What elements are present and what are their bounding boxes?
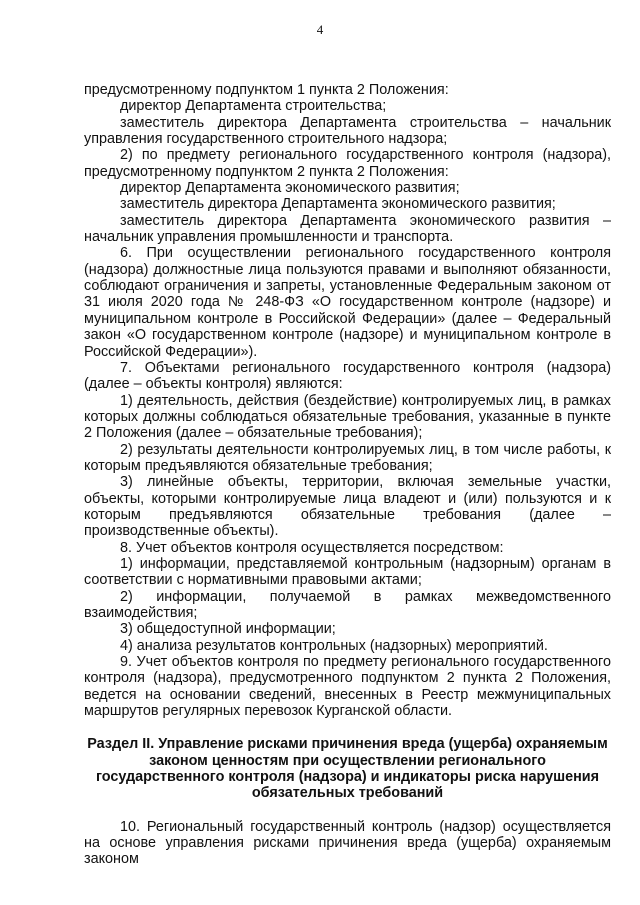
paragraph: 2) по предмету регионального государственного контроля (надзора), предусмотренному подпунктом 2 пункта 2 Положения: xyxy=(84,147,611,180)
paragraph: 3) линейные объекты, территории, включая земельные участки, объекты, которыми контролируемые лица владеют и (или) пользуются и к которым предъявляются обязательные требования (далее – производственные объекты). xyxy=(84,474,611,540)
paragraph: 1) деятельность, действия (бездействие) контролируемых лиц, в рамках которых должны соблюдаться обязательные требования, указанные в пункте 2 Положения (далее – обязательные требования); xyxy=(84,392,611,442)
paragraph: 4) анализа результатов контрольных (надзорных) мероприятий. xyxy=(120,637,548,654)
document-body xyxy=(84,82,611,868)
section-heading: Раздел II. Управление рисками причинения вреда (ущерба) охраняемым законом ценностям при осуществлении регионального государственного контроля (надзора) и индикаторы риска нарушения обязательных требований xyxy=(87,736,608,802)
paragraph: 7. Объектами регионального государственного контроля (надзора) (далее – объекты контроля) являются: xyxy=(84,359,611,393)
paragraph: предусмотренному подпунктом 1 пункта 2 Положения: xyxy=(84,82,449,98)
paragraph: 3) общедоступной информации; xyxy=(120,621,336,638)
paragraph: заместитель директора Департамента экономического развития; xyxy=(120,196,556,213)
paragraph: 6. При осуществлении регионального государственного контроля (надзора) должностные лица пользуются правами и выполняют обязанности, соблюдают ограничения и запреты, установленные Федеральным законом от 31 июля 2020 года № 248-ФЗ «О государственном контроле (надзоре) и муниципальном контроле в Российской Федерации» (далее – Федеральный закон «О государственном контроле (надзоре) и муниципальном контроле в Российской Федерации»). xyxy=(84,245,611,360)
paragraph: заместитель директора Департамента экономического развития – начальник управления промышленности и транспорта. xyxy=(84,212,611,246)
paragraph: директор Департамента строительства; xyxy=(120,98,387,115)
paragraph: 2) результаты деятельности контролируемых лиц, в том числе работы, к которым предъявляются обязательные требования; xyxy=(84,441,611,474)
paragraph: 1) информации, представляемой контрольным (надзорным) органам в соответствии с нормативными правовыми актами; xyxy=(84,555,611,589)
paragraph: 2) информации, получаемой в рамках межведомственного взаимодействия; xyxy=(84,588,611,621)
paragraph: заместитель директора Департамента строительства – начальник управления государственного строительного надзора; xyxy=(84,114,611,148)
paragraph: директор Департамента экономического развития; xyxy=(120,180,460,197)
paragraph: 8. Учет объектов контроля осуществляется посредством: xyxy=(120,539,504,556)
paragraph: 10. Региональный государственный контроль (надзор) осуществляется на основе управления рисками причинения вреда (ущерба) охраняемым законом xyxy=(84,818,611,868)
paragraph: 9. Учет объектов контроля по предмету регионального государственного контроля (надзора), предусмотренного подпунктом 2 пункта 2 Положения, ведется на основании сведений, внесенных в Реестр межмуниципальных маршрутов регулярных перевозок Курганской области. xyxy=(84,654,611,720)
page-number: 4 xyxy=(316,22,324,37)
